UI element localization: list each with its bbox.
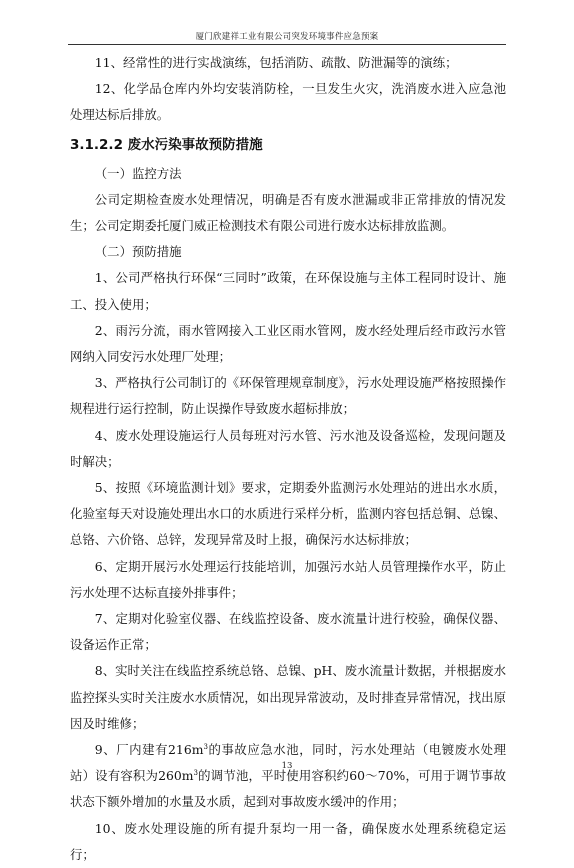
page-body xyxy=(70,50,506,868)
measure-item-5: 5、按照《环境监测计划》要求，定期委外监测污水处理站的进出水水质，化验室每天对设施处理出水口的水质进行采样分析，监测内容包括总铜、总镍、总铬、六价铬、总锌，发现异常及时上报，确保污水达标排放； xyxy=(70,480,506,548)
measure-item-9 xyxy=(70,737,506,816)
page-header: 厦门欣建祥工业有限公司突发环境事件应急预案 xyxy=(195,32,379,42)
measure-item-6: 6、定期开展污水处理运行技能培训，加强污水站人员管理操作水平，防止污水处理不达标直接外排事件； xyxy=(70,558,506,600)
measure-item-2: 2、雨污分流，雨水管网接入工业区雨水管网，废水经处理后经市政污水管网纳入同安污水处理厂处理； xyxy=(70,322,506,365)
measure-9-part-b: 的事故应急水池，同时，污水处理站（电镀废水处理站）设有容积为260m xyxy=(70,742,506,784)
measure-item-1: 1、公司严格执行环保“三同时”政策，在环保设施与主体工程同时设计、施工、投入使用； xyxy=(70,270,506,312)
header-divider xyxy=(68,44,506,45)
paragraph-monitoring: 公司定期检查废水处理情况，明确是否有废水泄漏或非正常排放的情况发生；公司定期委托厦门威正检测技术有限公司进行废水达标排放监测。 xyxy=(70,191,506,234)
paragraph-item-12: 12、化学品仓库内外均安装消防栓，一旦发生火灾，洗消废水进入应急池处理达标后排放。 xyxy=(70,81,506,123)
subheading-prevention: （二）预防措施 xyxy=(94,244,182,260)
measure-item-10: 10、废水处理设施的所有提升泵均一用一备，确保废水处理系统稳定运行； xyxy=(70,820,506,862)
measure-9-part-a: 9、厂内建有216m xyxy=(94,742,204,758)
subheading-monitoring: （一）监控方法 xyxy=(94,165,182,181)
superscript-cubed: 3 xyxy=(203,742,208,751)
measure-item-7: 7、定期对化验室仪器、在线监控设备、废水流量计进行校验，确保仪器、设备运作正常； xyxy=(70,611,506,653)
superscript-cubed: 3 xyxy=(193,769,198,778)
measure-item-8: 8、实时关注在线监控系统总铬、总镍、pH、废水流量计数据，并根据废水监控探头实时关注废水水质情况，如出现异常波动，及时排查异常情况，找出原因及时维修； xyxy=(70,663,506,731)
measure-item-3: 3、严格执行公司制订的《环保管理规章制度》，污水处理设施严格按照操作规程进行运行控制，防止误操作导致废水超标排放； xyxy=(70,375,506,417)
section-heading: 3.1.2.2 废水污染事故预防措施 xyxy=(70,136,263,153)
measure-item-4: 4、废水处理设施运行人员每班对污水管、污水池及设备巡检，发现问题及时解决； xyxy=(70,427,506,469)
page-number: 13 xyxy=(281,761,293,771)
paragraph-item-11: 11、经常性的进行实战演练，包括消防、疏散、防泄漏等的演练； xyxy=(94,55,458,70)
measure-9-part-c: 的调节池，平时使用容积约60～70%，可用于调节事故状态下额外增加的水量及水质，起到对事故废水缓冲的作用； xyxy=(70,768,506,810)
